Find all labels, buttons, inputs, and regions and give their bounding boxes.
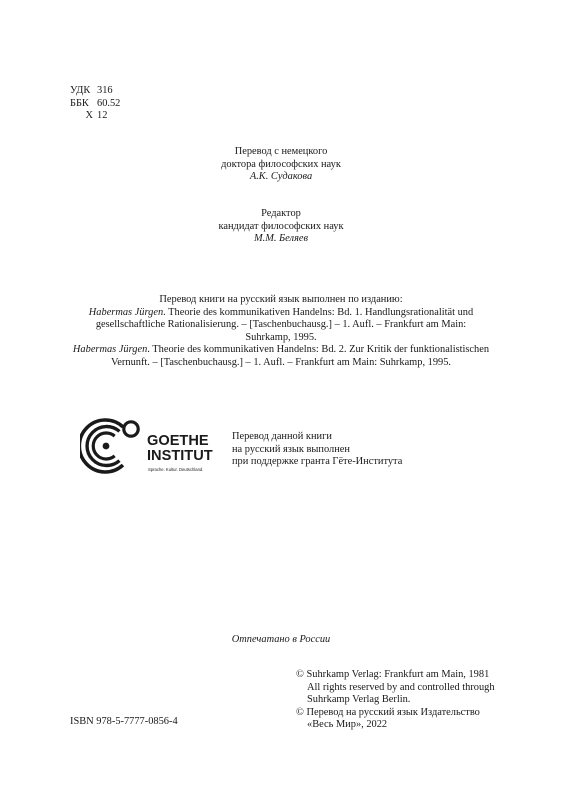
udk-key: УДК	[70, 85, 91, 96]
logo-dot-center	[103, 443, 110, 450]
reference-2-line-1	[60, 344, 502, 357]
translation-line-1: Перевод с немецкого	[234, 146, 328, 157]
bbk-value: 60.52	[97, 97, 121, 109]
copyright-block	[296, 669, 526, 732]
reference-2-author: Habermas Jürgen	[72, 344, 148, 356]
reference-2-text-1: . Theorie des kommunikativen Handelns: Bd. 2. Zur Kritik der funktionalistischen	[147, 344, 490, 356]
grant-note	[232, 431, 402, 469]
classification-block	[70, 85, 120, 123]
translator-name: А.К. Судакова	[249, 171, 313, 183]
reference-1-line-2: gesellschaftliche Rationalisierung. – [Taschenbuchausg.] – 1. Aufl. – Frankfurt am Main:	[95, 319, 467, 331]
logo-word-institut: INSTITUT	[147, 448, 213, 464]
edition-source	[60, 294, 502, 370]
goethe-institut-logo	[80, 418, 220, 478]
logo-word-goethe: GOETHE	[147, 433, 209, 449]
editor-credit	[0, 208, 562, 246]
isbn: ISBN 978-5-7777-0856-4	[70, 716, 178, 727]
udk-row	[70, 85, 120, 98]
copyright-line-5: «Весь Мир», 2022	[307, 719, 388, 731]
author-mark-key: Х	[85, 110, 93, 122]
edition-intro: Перевод книги на русский язык выполнен по изданию:	[159, 294, 403, 305]
reference-1-author: Habermas Jürgen	[88, 306, 164, 318]
udk-value: 316	[97, 85, 113, 96]
bbk-key: ББК	[70, 97, 89, 109]
translation-credit	[0, 146, 562, 184]
author-mark-value: 12	[97, 110, 108, 122]
reference-1-text-1: . Theorie des kommunikativen Handelns: Bd. 1. Handlungsrationalität und	[163, 306, 474, 318]
editor-line-2: кандидат философских наук	[218, 220, 344, 232]
reference-1-line-3: Suhrkamp, 1995.	[245, 331, 317, 343]
logo-tagline: Sprache. Kultur. Deutschland.	[148, 467, 204, 472]
copyright-line-1: © Suhrkamp Verlag: Frankfurt am Main, 1981	[296, 669, 490, 680]
grant-line-2: на русский язык выполнен	[232, 443, 350, 455]
printed-in: Отпечатано в России	[231, 634, 331, 645]
editor-line-1: Редактор	[261, 208, 301, 219]
copyright-line-2: All rights reserved by and controlled through	[307, 681, 495, 693]
reference-2-line-2: Vernunft. – [Taschenbuchausg.] – 1. Aufl. – Frankfurt am Main: Suhrkamp, 1995.	[110, 356, 452, 368]
translation-line-2: доктора философских наук	[221, 158, 341, 170]
bbk-row	[70, 98, 120, 111]
copyright-line-3: Suhrkamp Verlag Berlin.	[307, 694, 411, 706]
reference-1-line-1	[60, 307, 502, 320]
editor-name: М.М. Беляев	[253, 233, 309, 245]
grant-line-3: при поддержке гранта Гёте-Института	[232, 456, 403, 468]
author-mark-row	[70, 110, 120, 123]
copyright-line-4: © Перевод на русский язык Издательство	[296, 706, 480, 718]
grant-line-1: Перевод данной книги	[232, 431, 332, 442]
logo-ring	[124, 422, 138, 436]
